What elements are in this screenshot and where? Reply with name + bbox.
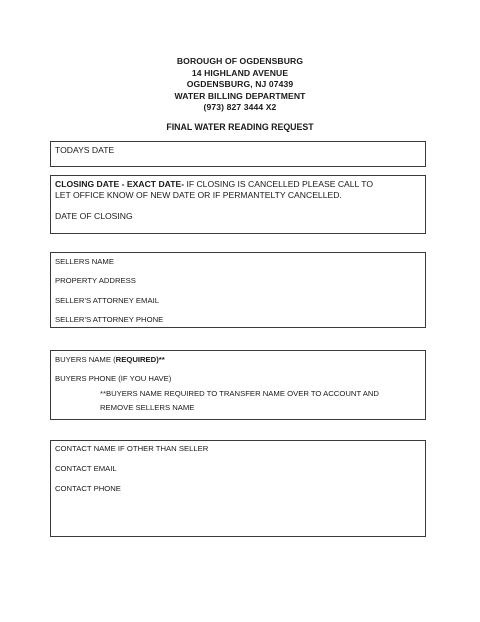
required-marker: REQUIRED)** (115, 355, 165, 364)
buyers-phone-label: BUYERS PHONE (IF YOU HAVE) (55, 374, 172, 383)
department-name: WATER BILLING DEPARTMENT (174, 90, 306, 101)
city-state-zip: OGDENSBURG, NJ 07439 (186, 79, 294, 90)
letterhead (0, 56, 480, 114)
contact-phone-label: CONTACT PHONE (55, 484, 121, 493)
borough-name: BOROUGH OF OGDENSBURG (176, 56, 304, 66)
closing-date-label: CLOSING DATE - EXACT DATE- (55, 179, 185, 189)
buyer-name-note-2: REMOVE SELLERS NAME (100, 403, 195, 412)
todays-date-label: TODAYS DATE (55, 145, 115, 155)
contact-name-label: CONTACT NAME IF OTHER THAN SELLER (55, 444, 209, 453)
closing-cancel-text-2: LET OFFICE KNOW OF NEW DATE OR IF PERMANTELTY CANCELLED. (55, 190, 342, 200)
form-title: FINAL WATER READING REQUEST (166, 122, 314, 132)
street-address: 14 HIGHLAND AVENUE (191, 67, 289, 78)
closing-date-box[interactable] (50, 175, 426, 234)
closing-cancel-text: IF CLOSING IS CANCELLED PLEASE CALL TO (184, 179, 374, 189)
phone-number: (973) 827 3444 X2 (203, 102, 277, 113)
sellers-name-label: SELLERS NAME (55, 257, 114, 266)
seller-attorney-phone-label: SELLER'S ATTORNEY PHONE (55, 315, 164, 324)
todays-date-box[interactable] (50, 141, 426, 167)
seller-attorney-email-label: SELLER'S ATTORNEY EMAIL (55, 296, 160, 305)
buyer-name-note-1: **BUYERS NAME REQUIRED TO TRANSFER NAME OVER TO ACCOUNT AND (100, 389, 379, 398)
buyer-info-box[interactable] (50, 350, 426, 420)
closing-date-notice (55, 179, 373, 191)
property-address-label: PROPERTY ADDRESS (55, 276, 136, 285)
contact-info-box[interactable] (50, 440, 426, 537)
buyers-name-label: BUYERS NAME (REQUIRED)** (55, 355, 165, 364)
seller-info-box[interactable] (50, 252, 426, 328)
date-of-closing-label: DATE OF CLOSING (55, 211, 133, 221)
contact-email-label: CONTACT EMAIL (55, 464, 117, 473)
